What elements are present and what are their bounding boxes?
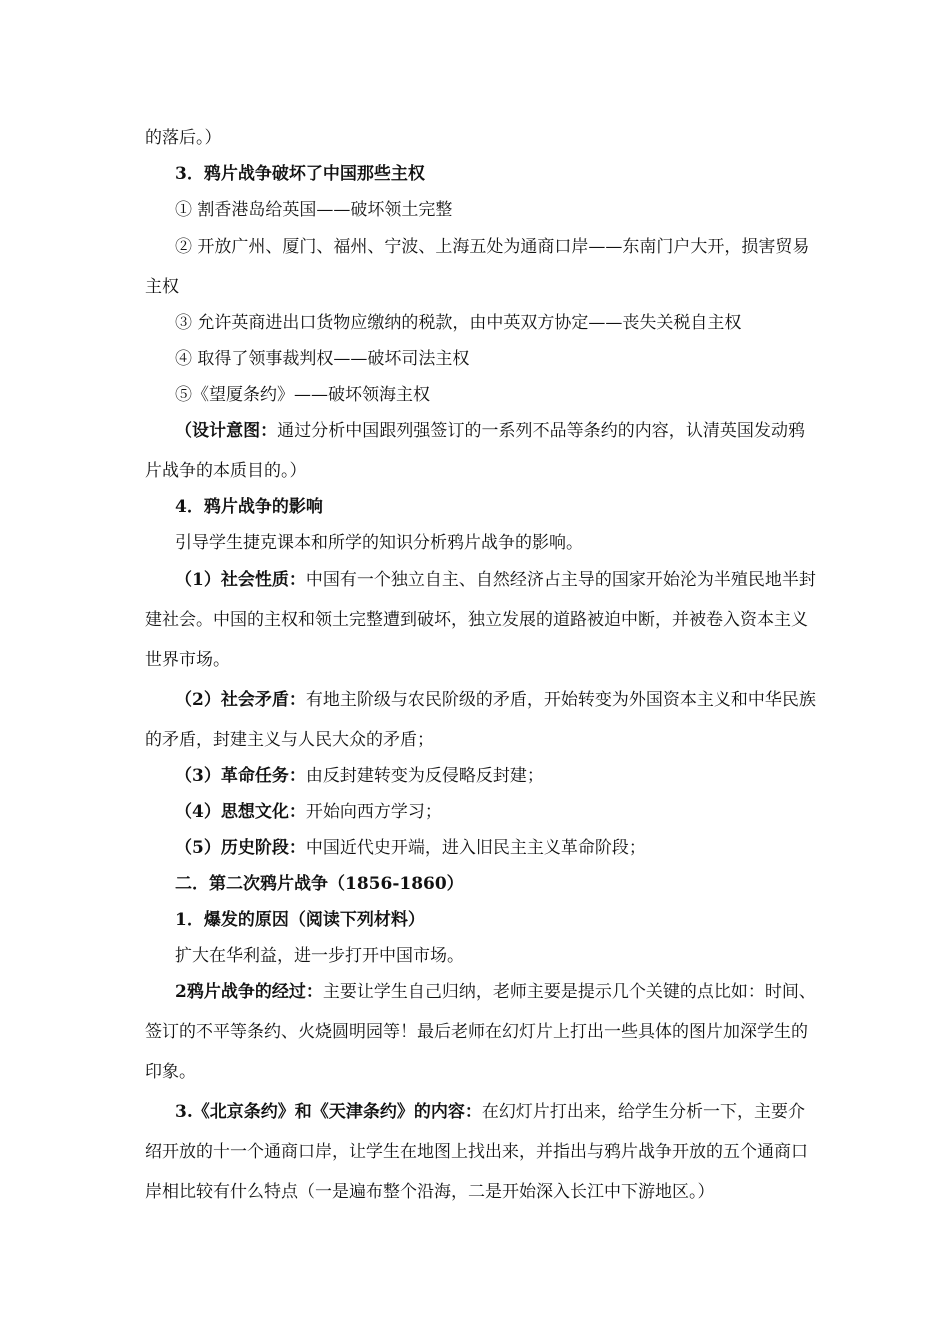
influence-text: 中国有一个独立自主、自然经济占主导的国家开始沦为半殖民地半封 [305, 570, 816, 590]
text-line: 的落后。） [145, 128, 222, 148]
text-line: 签订的不平等条约、火烧圆明园等！最后老师在幻灯片上打出一些具体的图片加深学生的 [145, 1022, 808, 1042]
influence-text: 有地主阶级与农民阶级的矛盾，开始转变为外国资本主义和中华民族 [305, 690, 816, 710]
section-heading: 二．第二次鸦片战争（1856-1860） [175, 874, 464, 894]
section-heading: 3．鸦片战争破坏了中国那些主权 [175, 164, 425, 184]
text-line: 的矛盾，封建主义与人民大众的矛盾； [145, 730, 434, 750]
treaty-paragraph [175, 1100, 805, 1124]
text-line: 岸相比较有什么特点（一是遍布整个沿海，二是开始深入长江中下游地区。） [145, 1182, 715, 1202]
influence-item [175, 568, 816, 592]
influence-text: 开始向西方学习； [305, 802, 442, 822]
influence-label: （3）革命任务： [175, 766, 306, 786]
treaty-label: 3.《北京条约》和《天津条约》的内容： [175, 1102, 482, 1122]
process-paragraph [175, 980, 816, 1004]
list-item: ① 割香港岛给英国——破坏领土完整 [175, 200, 453, 220]
text-line: 印象。 [145, 1062, 196, 1082]
text-line: 建社会。中国的主权和领土完整遭到破坏，独立发展的道路被迫中断，并被卷入资本主义 [145, 610, 808, 630]
list-item: ③ 允许英商进出口货物应缴纳的税款，由中英双方协定——丧失关税自主权 [175, 313, 742, 333]
list-item: ④ 取得了领事裁判权——破坏司法主权 [175, 349, 470, 369]
list-item: ② 开放广州、厦门、福州、宁波、上海五处为通商口岸——东南门户大开，损害贸易 [175, 237, 810, 257]
text-line: 主权 [145, 277, 179, 297]
design-intent-text: 通过分析中国跟列强签订的一系列不品等条约的内容，认清英国发动鸦 [277, 421, 806, 441]
process-label: 2鸦片战争的经过： [175, 982, 323, 1002]
treaty-text: 在幻灯片打出来，给学生分析一下，主要介 [481, 1102, 805, 1122]
text-line: 绍开放的十一个通商口岸，让学生在地图上找出来，并指出与鸦片战争开放的五个通商口 [145, 1142, 808, 1162]
text-line: 世界市场。 [145, 650, 230, 670]
influence-item [175, 800, 442, 824]
process-text: 主要让学生自己归纳，老师主要是提示几个关键的点比如：时间、 [322, 982, 816, 1002]
influence-item [175, 688, 816, 712]
section-heading: 4．鸦片战争的影响 [175, 497, 323, 517]
influence-label: （1）社会性质： [175, 570, 306, 590]
text-line: 扩大在华利益，进一步打开中国市场。 [175, 946, 464, 966]
text-line: 片战争的本质目的。） [145, 461, 307, 481]
influence-text: 由反封建转变为反侵略反封建； [305, 766, 544, 786]
influence-text: 中国近代史开端，进入旧民主主义革命阶段； [305, 838, 646, 858]
influence-label: （4）思想文化： [175, 802, 306, 822]
design-intent-paragraph [175, 419, 805, 443]
list-item: ⑤《望厦条约》——破坏领海主权 [175, 385, 430, 405]
section-heading: 1．爆发的原因（阅读下列材料） [175, 910, 425, 930]
text-line: 引导学生捷克课本和所学的知识分析鸦片战争的影响。 [175, 533, 583, 553]
influence-item [175, 764, 544, 788]
influence-label: （2）社会矛盾： [175, 690, 306, 710]
design-intent-label: （设计意图： [175, 421, 278, 441]
influence-label: （5）历史阶段： [175, 838, 306, 858]
influence-item [175, 836, 646, 860]
